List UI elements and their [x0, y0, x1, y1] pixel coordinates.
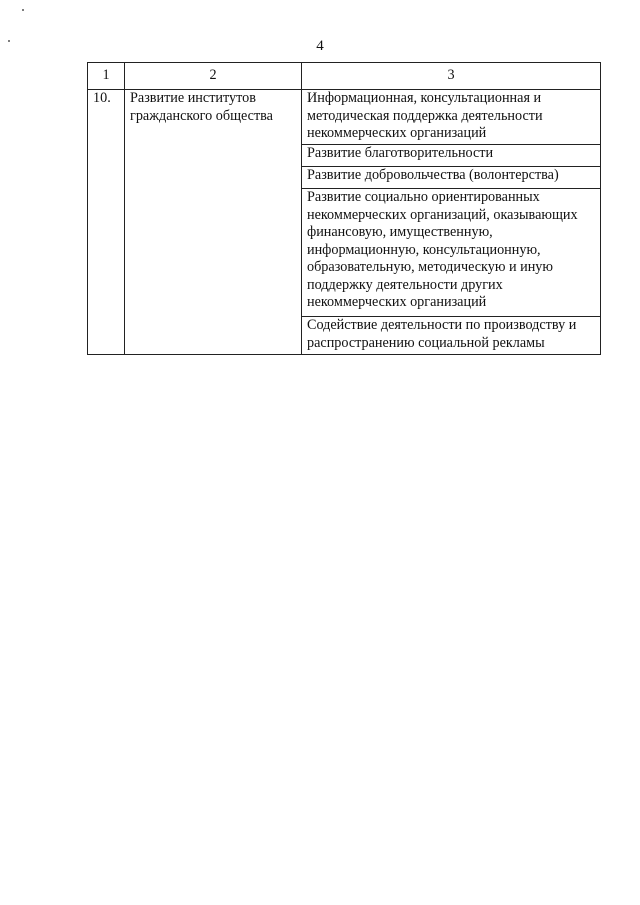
column-header: 1	[88, 63, 125, 90]
row-title: Развитие институтов гражданского общества	[125, 90, 302, 355]
row-number: 10.	[88, 90, 125, 355]
list-item: Информационная, консультационная и методическая поддержка деятельности некоммерческих организаций	[302, 90, 601, 145]
list-item: Содействие деятельности по производству и распространению социальной рекламы	[302, 317, 601, 355]
table-row	[88, 90, 601, 145]
page-number: 4	[316, 38, 324, 54]
document-table	[87, 62, 601, 355]
list-item: Развитие социально ориентированных некоммерческих организаций, оказывающих финансовую, имущественную, информационную, консультационную, образовательную, методическую и иную поддержку деятельности других некоммерческих организаций	[302, 189, 601, 317]
list-item: Развитие добровольчества (волонтерства)	[302, 167, 601, 189]
table-header-row	[88, 63, 601, 90]
column-header: 3	[302, 63, 601, 90]
scan-speck	[22, 9, 24, 11]
column-header: 2	[125, 63, 302, 90]
list-item: Развитие благотворительности	[302, 145, 601, 167]
